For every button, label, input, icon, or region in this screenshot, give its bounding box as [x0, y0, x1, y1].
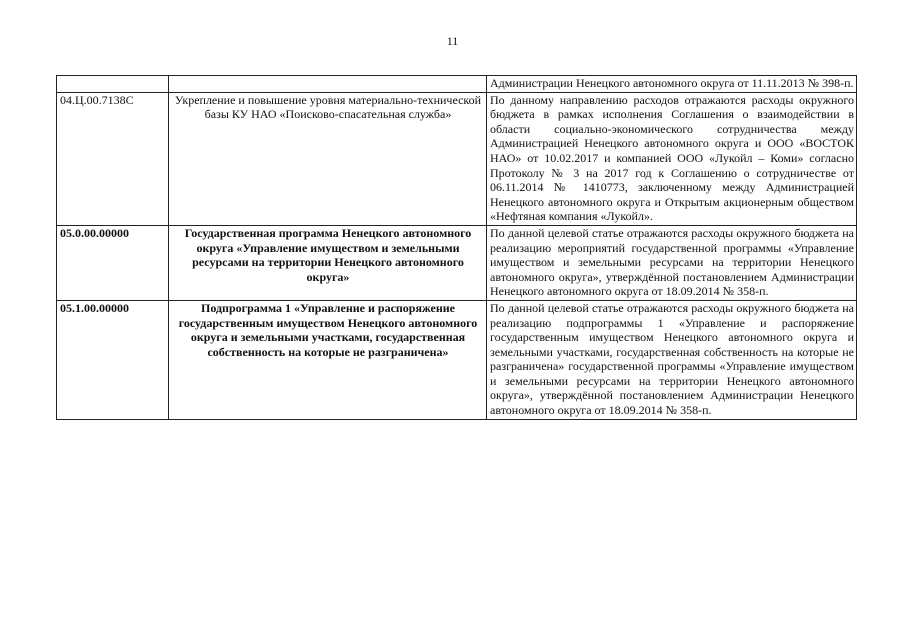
page-number: 11	[446, 34, 459, 48]
target-article-name: Подпрограмма 1 «Управление и распоряжение государственным имуществом Ненецкого автономного округа и земельными участками, государственная собственность на которые не разграничена»	[169, 300, 487, 419]
table-row	[57, 76, 857, 93]
target-article-name: Укрепление и повышение уровня материально-технической базы КУ НАО «Поисково-спасательная служба»	[169, 92, 487, 225]
target-article-description: Администрации Ненецкого автономного округа от 11.11.2013 № 398-п.	[487, 76, 857, 93]
target-article-name: Государственная программа Ненецкого автономного округа «Управление имуществом и земельными ресурсами на территории Ненецкого автономного округа»	[169, 225, 487, 300]
target-article-description: По данной целевой статье отражаются расходы окружного бюджета на реализацию подпрограммы 1 «Управление и распоряжение государственным имуществом Ненецкого автономного округа и земельными участками, государственная собственность на которые не разграничена» государственной программы «Управление имуществом и земельными ресурсами на территории Ненецкого автономного округа», утверждённой постановлением Администрации Ненецкого автономного округа от 18.09.2014 № 358-п.	[487, 300, 857, 419]
target-article-code: 05.1.00.00000	[57, 300, 169, 419]
table-row	[57, 300, 857, 419]
target-article-name	[169, 76, 487, 93]
target-article-code: 05.0.00.00000	[57, 225, 169, 300]
target-article-description: По данной целевой статье отражаются расходы окружного бюджета на реализацию мероприятий государственной программы «Управление имуществом и земельными ресурсами на территории Ненецкого автономного округа», утверждённой постановлением Администрации Ненецкого автономного округа от 18.09.2014 № 358-п.	[487, 225, 857, 300]
target-article-description: По данному направлению расходов отражаются расходы окружного бюджета в рамках исполнения Соглашения о взаимодействии в области социально-экономического сотрудничества между Администрацией Ненецкого автономного округа и ООО «ВОСТОК НАО» от 10.02.2017 и компанией ООО «Лукойл – Коми» согласно Протоколу № 3 на 2017 год к Соглашению о сотрудничестве от 06.11.2014 № 1410773, заключенному между Администрацией Ненецкого автономного округа и Открытым акционерным обществом «Нефтяная компания «Лукойл».	[487, 92, 857, 225]
budget-classification-table	[56, 75, 857, 420]
table-row	[57, 92, 857, 225]
table-row	[57, 225, 857, 300]
target-article-code: 04.Ц.00.7138С	[57, 92, 169, 225]
target-article-code	[57, 76, 169, 93]
